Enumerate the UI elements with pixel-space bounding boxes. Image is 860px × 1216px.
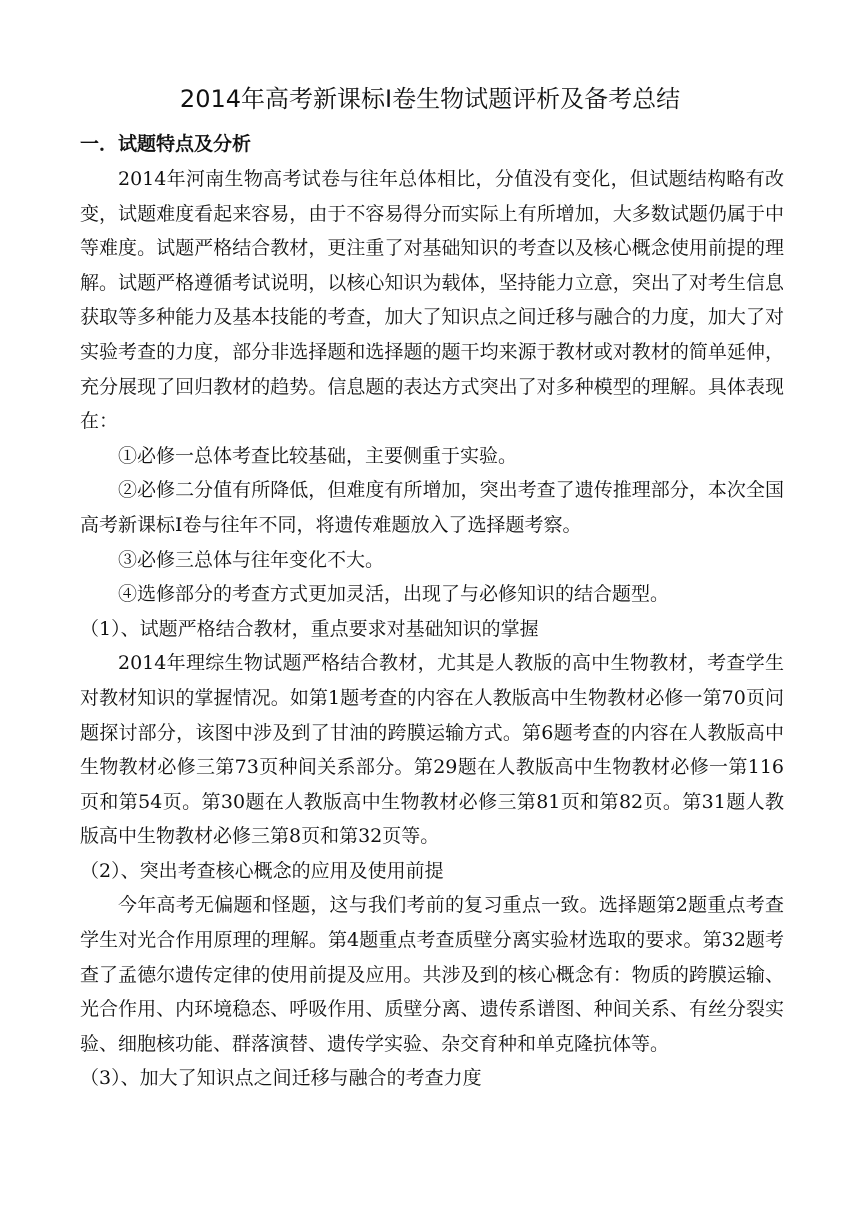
paragraph-intro: 2014年河南生物高考试卷与往年总体相比，分值没有变化，但试题结构略有改变，试题难度看起来容易，由于不容易得分而实际上有所增加，大多数试题仍属于中等难度。试题严格结合教材，更注重了对基础知识的考查以及核心概念使用前提的理解。试题严格遵循考试说明，以核心知识为载体，坚持能力立意，突出了对考生信息获取等多种能力及基本技能的考查，加大了知识点之间迁移与融合的力度，加大了对实验考查的力度，部分非选择题和选择题的题干均来源于教材或对教材的简单延伸，充分展现了回归教材的趋势。信息题的表达方式突出了对多种模型的理解。具体表现在： xyxy=(80,168,784,433)
subheading-2: （2）、突出考查核心概念的应用及使用前提 xyxy=(80,859,444,882)
document-title: 2014年高考新课标Ⅰ卷生物试题评析及备考总结 xyxy=(179,85,681,113)
subheading-1: （1）、试题严格结合教材，重点要求对基础知识的掌握 xyxy=(80,617,539,640)
list-item-required-two: ②必修二分值有所降低，但难度有所增加，突出考查了遗传推理部分，本次全国高考新课标Ⅰ卷与往年不同，将遗传难题放入了选择题考察。 xyxy=(80,479,784,536)
list-item-elective: ④选修部分的考查方式更加灵活，出现了与必修知识的结合题型。 xyxy=(118,583,670,606)
paragraph-core-concepts: 今年高考无偏题和怪题，这与我们考前的复习重点一致。选择题第2题重点考查学生对光合作用原理的理解。第4题重点考查质壁分离实验材选取的要求。第32题考查了孟德尔遗传定律的使用前提及应用。共涉及到的核心概念有：物质的跨膜运输、光合作用、内环境稳态、呼吸作用、质壁分离、遗传系谱图、种间关系、有丝分裂实验、细胞核功能、群落演替、遗传学实验、杂交育种和单克隆抗体等。 xyxy=(80,894,784,1055)
section-heading: 一．试题特点及分析 xyxy=(80,133,252,155)
list-item-required-one: ①必修一总体考查比较基础，主要侧重于实验。 xyxy=(118,444,518,467)
document-body xyxy=(80,162,784,1096)
list-item-required-three: ③必修三总体与往年变化不大。 xyxy=(118,548,385,571)
subheading-3: （3）、加大了知识点之间迁移与融合的考查力度 xyxy=(80,1067,482,1090)
paragraph-textbook: 2014年理综生物试题严格结合教材，尤其是人教版的高中生物教材，考查学生对教材知识的掌握情况。如第1题考查的内容在人教版高中生物教材必修一第70页问题探讨部分，该图中涉及到了甘油的跨膜运输方式。第6题考查的内容在人教版高中生物教材必修三第73页种间关系部分。第29题在人教版高中生物教材必修一第116页和第54页。第30题在人教版高中生物教材必修三第81页和第82页。第31题人教版高中生物教材必修三第8页和第32页等。 xyxy=(80,652,784,848)
